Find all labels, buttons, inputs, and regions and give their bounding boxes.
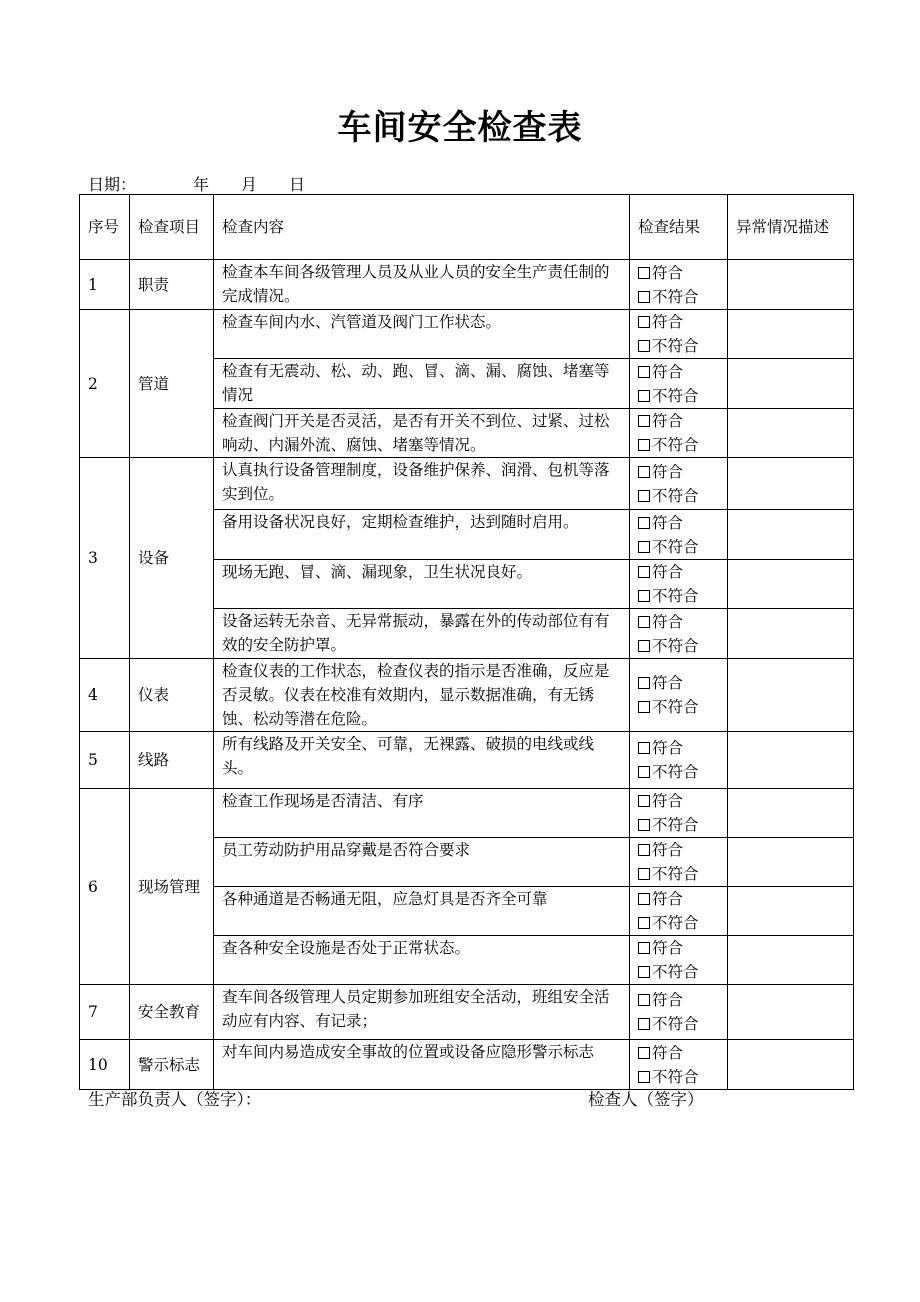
abnormal-description-cell[interactable]: [728, 310, 854, 359]
pass-checkbox[interactable]: [638, 936, 719, 960]
fail-label: 不符合: [652, 865, 699, 883]
pass-label: 符合: [652, 263, 684, 282]
abnormal-description-cell[interactable]: [728, 510, 854, 560]
abnormal-description-cell[interactable]: [728, 838, 854, 887]
fail-checkbox[interactable]: [638, 960, 719, 984]
checkbox-icon[interactable]: [638, 917, 650, 929]
fail-label: 不符合: [652, 1015, 699, 1033]
fail-label: 不符合: [652, 914, 699, 932]
fail-checkbox[interactable]: [638, 1065, 719, 1089]
row-number: 6: [80, 789, 130, 985]
row-number: 10: [80, 1040, 130, 1090]
pass-label: 符合: [652, 739, 684, 757]
abnormal-description-cell[interactable]: [728, 936, 854, 985]
checkbox-icon[interactable]: [638, 640, 650, 652]
result-options: [630, 732, 728, 789]
footer-inspector-signature: 检查人（签字）: [588, 1090, 704, 1109]
header-item: 检查项目: [130, 195, 214, 260]
pass-label: 符合: [652, 462, 684, 481]
fail-checkbox[interactable]: [638, 862, 719, 886]
row-content: 员工劳动防护用品穿戴是否符合要求: [214, 838, 630, 887]
checkbox-icon[interactable]: [638, 742, 650, 754]
pass-checkbox[interactable]: [638, 789, 719, 813]
result-options: [630, 838, 728, 887]
row-content: 检查工作现场是否清洁、有序: [214, 789, 630, 838]
pass-label: 符合: [652, 890, 684, 908]
row-content: 检查本车间各级管理人员及从业人员的安全生产责任制的完成情况。: [214, 260, 630, 310]
checkbox-icon[interactable]: [638, 677, 650, 689]
abnormal-description-cell[interactable]: [728, 659, 854, 732]
table-row: [80, 1040, 854, 1090]
abnormal-description-cell[interactable]: [728, 458, 854, 510]
fail-checkbox[interactable]: [638, 584, 719, 608]
pass-label: 符合: [652, 991, 684, 1009]
checkbox-icon[interactable]: [638, 267, 650, 279]
abnormal-description-cell[interactable]: [728, 985, 854, 1040]
row-content: 查车间各级管理人员定期参加班组安全活动，班组安全活动应有内容、有记录；: [214, 985, 630, 1040]
row-content: 检查仪表的工作状态，检查仪表的指示是否准确，反应是否灵敏。仪表在校准有效期内，显示数据准确，有无锈蚀、松动等潜在危险。: [214, 659, 630, 732]
row-content: 所有线路及开关安全、可靠，无裸露、破损的电线或线头。: [214, 732, 630, 789]
checkbox-icon[interactable]: [638, 795, 650, 807]
checkbox-icon[interactable]: [638, 590, 650, 602]
table-header-row: [80, 195, 854, 260]
pass-label: 符合: [652, 313, 684, 331]
result-options: [630, 659, 728, 732]
fail-label: 不符合: [652, 386, 699, 405]
fail-checkbox[interactable]: [638, 334, 719, 358]
pass-label: 符合: [652, 939, 684, 957]
checkbox-icon[interactable]: [638, 1018, 650, 1030]
table-body: [80, 260, 854, 1090]
row-item: 管道: [130, 310, 214, 458]
row-content: 查各种安全设施是否处于正常状态。: [214, 936, 630, 985]
checkbox-icon[interactable]: [638, 1071, 650, 1083]
checkbox-icon[interactable]: [638, 541, 650, 553]
pass-label: 符合: [652, 792, 684, 810]
checkbox-icon[interactable]: [638, 966, 650, 978]
row-number: 2: [80, 310, 130, 458]
row-item: 线路: [130, 732, 214, 789]
page-title: 车间安全检查表: [337, 108, 583, 148]
checkbox-icon[interactable]: [638, 566, 650, 578]
row-content: 备用设备状况良好，定期检查维护，达到随时启用。: [214, 510, 630, 560]
pass-checkbox[interactable]: [638, 560, 719, 584]
result-options: [630, 260, 728, 310]
result-options: [630, 789, 728, 838]
result-options: [630, 1040, 728, 1090]
row-number: 4: [80, 659, 130, 732]
checkbox-icon[interactable]: [638, 316, 650, 328]
pass-label: 符合: [652, 513, 684, 532]
result-options: [630, 985, 728, 1040]
result-options: [630, 936, 728, 985]
date-label: 日期：: [88, 175, 137, 194]
checkbox-icon[interactable]: [638, 844, 650, 856]
fail-label: 不符合: [652, 537, 699, 556]
fail-label: 不符合: [652, 698, 699, 716]
fail-checkbox[interactable]: [638, 1012, 719, 1036]
checkbox-icon[interactable]: [638, 616, 650, 628]
checkbox-icon[interactable]: [638, 766, 650, 778]
result-options: [630, 887, 728, 936]
pass-label: 符合: [652, 563, 684, 581]
checkbox-icon[interactable]: [638, 819, 650, 831]
checkbox-icon[interactable]: [638, 701, 650, 713]
pass-label: 符合: [652, 362, 684, 381]
result-options: [630, 609, 728, 659]
fail-checkbox[interactable]: [638, 634, 719, 658]
result-options: [630, 409, 728, 458]
table-row: [80, 458, 854, 510]
row-number: 7: [80, 985, 130, 1040]
row-number: 1: [80, 260, 130, 310]
footer-manager-signature: 生产部负责人（签字）：: [88, 1090, 262, 1109]
pass-checkbox[interactable]: [638, 460, 719, 484]
fail-checkbox[interactable]: [638, 911, 719, 935]
checkbox-icon[interactable]: [638, 390, 650, 402]
table-row: [80, 985, 854, 1040]
date-line: [88, 172, 305, 195]
header-result: 检查结果: [630, 195, 728, 260]
table-row: [80, 789, 854, 838]
fail-checkbox[interactable]: [638, 813, 719, 837]
abnormal-description-cell[interactable]: [728, 359, 854, 409]
pass-checkbox[interactable]: [638, 887, 719, 911]
inspection-table: [79, 194, 854, 1090]
abnormal-description-cell[interactable]: [728, 887, 854, 936]
checkbox-icon[interactable]: [638, 366, 650, 378]
fail-checkbox[interactable]: [638, 695, 719, 719]
pass-checkbox[interactable]: [638, 610, 719, 634]
checkbox-icon[interactable]: [638, 994, 650, 1006]
row-item: 仪表: [130, 659, 214, 732]
table-row: [80, 310, 854, 359]
header-no: 序号: [80, 195, 130, 260]
pass-checkbox[interactable]: [638, 409, 719, 433]
checkbox-icon[interactable]: [638, 942, 650, 954]
pass-checkbox[interactable]: [638, 511, 719, 535]
fail-label: 不符合: [652, 337, 699, 355]
pass-label: 符合: [652, 1043, 684, 1062]
pass-checkbox[interactable]: [638, 838, 719, 862]
abnormal-description-cell[interactable]: [728, 609, 854, 659]
fail-label: 不符合: [652, 816, 699, 834]
fail-checkbox[interactable]: [638, 384, 719, 408]
row-content: 对车间内易造成安全事故的位置或设备应隐形警示标志: [214, 1040, 630, 1090]
row-number: 5: [80, 732, 130, 789]
header-content: 检查内容: [214, 195, 630, 260]
result-options: [630, 359, 728, 409]
pass-checkbox[interactable]: [638, 988, 719, 1012]
fail-label: 不符合: [652, 587, 699, 605]
fail-label: 不符合: [652, 436, 699, 454]
pass-checkbox[interactable]: [638, 310, 719, 334]
row-content: 设备运转无杂音、无异常振动，暴露在外的传动部位有有效的安全防护罩。: [214, 609, 630, 659]
checkbox-icon[interactable]: [638, 490, 650, 502]
pass-checkbox[interactable]: [638, 261, 719, 285]
row-item: 安全教育: [130, 985, 214, 1040]
pass-label: 符合: [652, 412, 684, 430]
row-content: 各种通道是否畅通无阻，应急灯具是否齐全可靠: [214, 887, 630, 936]
result-options: [630, 560, 728, 609]
checkbox-icon[interactable]: [638, 517, 650, 529]
fail-checkbox[interactable]: [638, 535, 719, 559]
abnormal-description-cell[interactable]: [728, 260, 854, 310]
result-options: [630, 310, 728, 359]
row-item: 现场管理: [130, 789, 214, 985]
checkbox-icon[interactable]: [638, 1047, 650, 1059]
row-content: 检查车间内水、汽管道及阀门工作状态。: [214, 310, 630, 359]
pass-label: 符合: [652, 612, 684, 631]
fail-checkbox[interactable]: [638, 433, 719, 457]
fail-label: 不符合: [652, 287, 699, 306]
result-options: [630, 458, 728, 510]
fail-label: 不符合: [652, 963, 699, 981]
fail-checkbox[interactable]: [638, 285, 719, 309]
row-number: 3: [80, 458, 130, 659]
row-content: 检查有无震动、松、动、跑、冒、滴、漏、腐蚀、堵塞等情况: [214, 359, 630, 409]
fail-label: 不符合: [652, 1067, 699, 1086]
fail-label: 不符合: [652, 763, 699, 781]
checkbox-icon[interactable]: [638, 415, 650, 427]
fail-checkbox[interactable]: [638, 760, 719, 784]
result-options: [630, 510, 728, 560]
abnormal-description-cell[interactable]: [728, 560, 854, 609]
row-item: 设备: [130, 458, 214, 659]
checkbox-icon[interactable]: [638, 893, 650, 905]
table-row: [80, 659, 854, 732]
fail-label: 不符合: [652, 486, 699, 505]
abnormal-description-cell[interactable]: [728, 732, 854, 789]
table-row: [80, 732, 854, 789]
pass-label: 符合: [652, 674, 684, 692]
abnormal-description-cell[interactable]: [728, 1040, 854, 1090]
row-content: 认真执行设备管理制度，设备维护保养、润滑、包机等落实到位。: [214, 458, 630, 510]
date-day: 日: [289, 175, 306, 194]
date-year: 年: [193, 175, 210, 194]
abnormal-description-cell[interactable]: [728, 409, 854, 458]
checkbox-icon[interactable]: [638, 868, 650, 880]
table-row: [80, 260, 854, 310]
fail-label: 不符合: [652, 636, 699, 655]
fail-checkbox[interactable]: [638, 484, 719, 508]
pass-checkbox[interactable]: [638, 360, 719, 384]
header-abnormal: 异常情况描述: [728, 195, 854, 260]
date-month: 月: [241, 175, 258, 194]
row-content: 现场无跑、冒、滴、漏现象，卫生状况良好。: [214, 560, 630, 609]
row-content: 检查阀门开关是否灵活，是否有开关不到位、过紧、过松响动、内漏外流、腐蚀、堵塞等情况。: [214, 409, 630, 458]
pass-label: 符合: [652, 841, 684, 859]
row-item: 职责: [130, 260, 214, 310]
checkbox-icon[interactable]: [638, 439, 650, 451]
checkbox-icon[interactable]: [638, 466, 650, 478]
row-item: 警示标志: [130, 1040, 214, 1090]
checkbox-icon[interactable]: [638, 340, 650, 352]
pass-checkbox[interactable]: [638, 671, 719, 695]
pass-checkbox[interactable]: [638, 736, 719, 760]
pass-checkbox[interactable]: [638, 1041, 719, 1065]
abnormal-description-cell[interactable]: [728, 789, 854, 838]
checkbox-icon[interactable]: [638, 291, 650, 303]
